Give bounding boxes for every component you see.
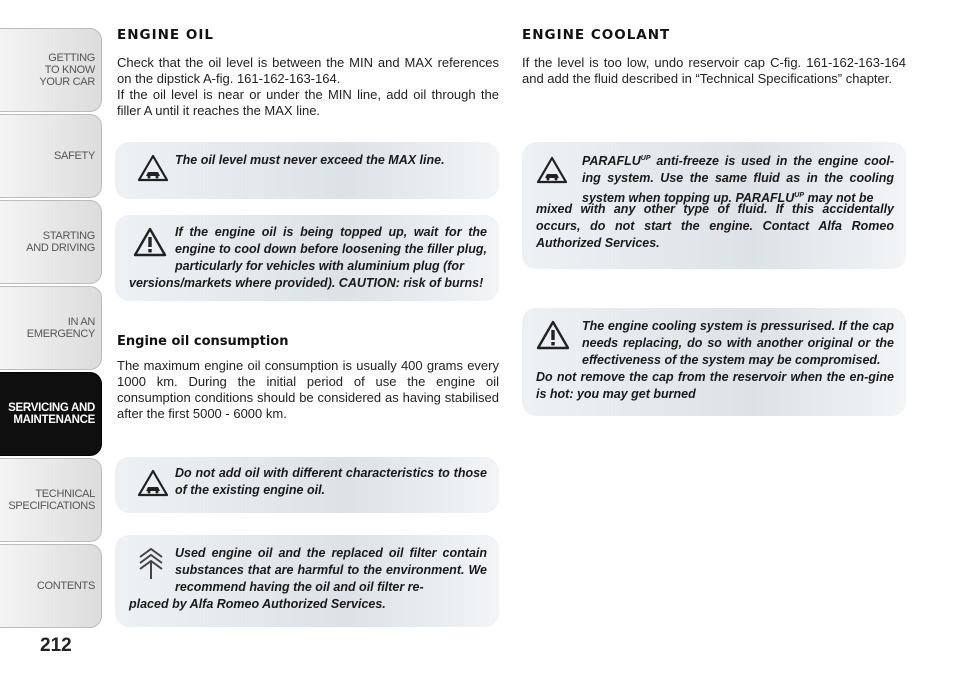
tab-technical-specifications[interactable]: TECHNICAL SPECIFICATIONS [0,458,102,542]
note-paraflu-text-lead: $PARAFLU^{UP}$ anti-freeze is used in the engine cool-ing system. Use the same fluid as in the cooling system when topping up. $PARAFLU^{UP}$ may not be [582,154,894,206]
tab-starting-driving[interactable]: STARTING AND DRIVING [0,200,102,284]
car-warning-icon [137,469,169,497]
environment-note-text-lead: Used engine oil and the replaced oil filter contain substances that are harmful to the environment. We recommend having the oil and oil filter re- [175,546,487,594]
tab-safety[interactable]: SAFETY [0,114,102,198]
engine-coolant-intro: If the level is too low, undo reservoir cap C-fig. 161-162-163-164 and add the fluid described in “Technical Specifications” chapter. [522,55,906,86]
environment-note-text-tail: placed by Alfa Romeo Authorized Services. [129,597,386,611]
car-warning-icon [137,154,169,182]
warning-pressurised-text-tail: Do not remove the cap from the reservoir when the en-gine is hot: you may get burned [536,370,894,401]
engine-coolant-heading: ENGINE COOLANT [522,27,671,43]
oil-consumption-heading: Engine oil consumption [117,334,289,349]
tab-getting-to-know[interactable]: GETTING TO KNOW YOUR CAR [0,28,102,112]
engine-oil-heading: ENGINE OIL [117,27,214,43]
warning-hot-oil-text-tail: versions/markets where provided). CAUTION: risk of burns! [129,276,484,290]
note-oil-characteristics-text: Do not add oil with different characteristics to those of the existing engine oil. [175,466,487,497]
oil-consumption-text: The maximum engine oil consumption is usually 400 grams every 1000 km. During the initial period of use the engine oil consumption conditions should be considered as having stabilised after the first 5000 - 6000 km. [117,358,499,421]
note-paraflu [522,142,906,269]
warning-hot-oil-text-lead: If the engine oil is being topped up, wait for the engine to cool down before loosening the filler plug, particularly for vehicles with aluminium plug (for [175,225,487,273]
note-max-line [115,142,499,199]
tab-contents[interactable]: CONTENTS [0,544,102,628]
note-oil-characteristics [115,457,499,513]
car-warning-icon [536,156,568,184]
tab-emergency[interactable]: IN AN EMERGENCY [0,286,102,370]
page-number: 212 [40,635,72,656]
note-paraflu-text-tail: mixed with any other type of fluid. If this accidentally occurs, do not start the engine. Contact Alfa Romeo Authorized Services. [536,202,894,250]
warning-hot-oil [115,215,499,301]
tab-servicing-maintenance[interactable]: SERVICING AND MAINTENANCE [0,372,102,456]
note-max-line-text: The oil level must never exceed the MAX line. [175,153,445,167]
recycle-environment-icon [137,545,165,581]
engine-oil-intro: Check that the oil level is between the MIN and MAX references on the dipstick A-fig. 161-162-163-164. If the oil level is near or under the MIN line, add oil through the filler A until it reaches the MAX line. [117,55,499,118]
warning-pressurised [522,308,906,416]
exclamation-warning-icon [536,320,570,350]
warning-pressurised-text-lead: The engine cooling system is pressurised. If the cap needs replacing, do so with another original or the effectiveness of the system may be compromised. [582,319,894,367]
environment-note [115,535,499,627]
exclamation-warning-icon [133,227,167,257]
